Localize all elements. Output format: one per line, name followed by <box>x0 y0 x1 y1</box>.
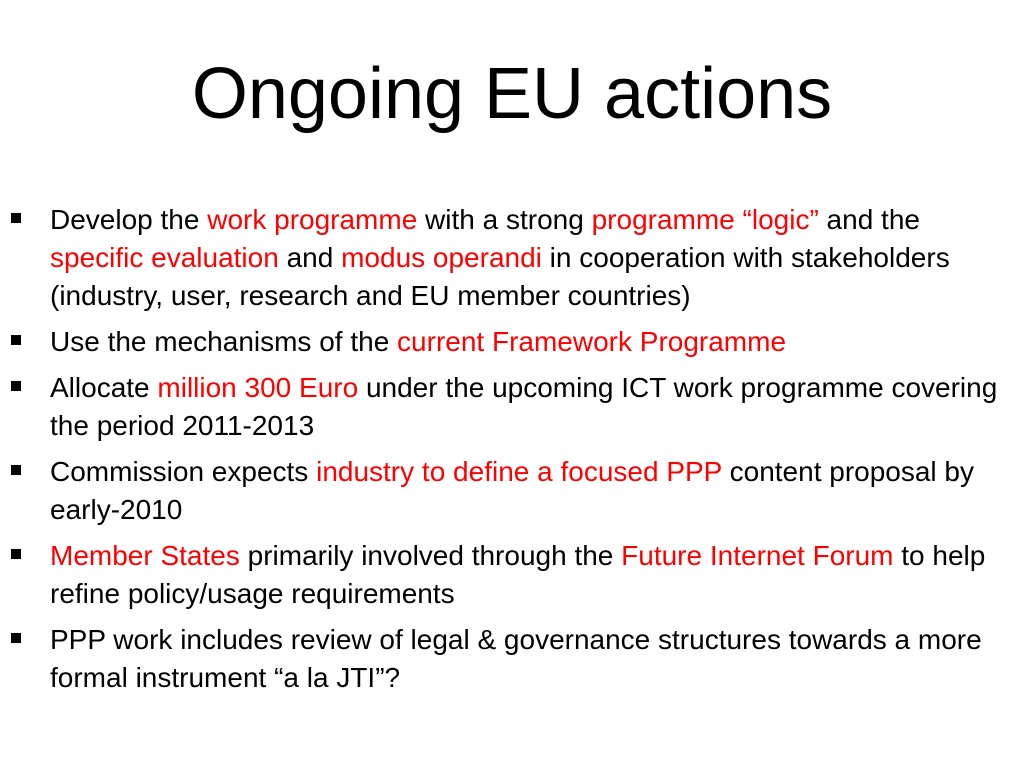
bullet-item <box>50 621 1000 697</box>
text-segment: content proposal by early-2010 <box>50 456 975 525</box>
text-segment: and the <box>818 204 920 235</box>
bullet-list <box>50 201 1000 705</box>
slide-title: Ongoing EU actions <box>191 54 833 134</box>
text-segment: in cooperation with stakeholders (industry, user, research and EU member countries) <box>50 242 950 311</box>
text-segment: Develop the <box>50 204 208 235</box>
bullet-item <box>50 323 1000 361</box>
bullet-text <box>50 204 950 311</box>
highlighted-text-segment: modus operandi <box>341 242 542 273</box>
text-segment: with a strong <box>417 204 592 235</box>
highlighted-text-segment: million 300 Euro <box>157 372 359 403</box>
highlighted-text-segment: current Framework Programme <box>397 326 787 357</box>
square-bullet-icon <box>11 201 27 239</box>
bullet-text <box>50 540 985 609</box>
bullet-text <box>50 624 982 693</box>
bullet-text <box>50 456 974 525</box>
text-segment: primarily involved through the <box>239 540 622 571</box>
text-segment: and <box>278 242 342 273</box>
bullet-text <box>50 326 786 357</box>
square-bullet-icon <box>11 323 27 361</box>
text-segment: Allocate <box>50 372 158 403</box>
highlighted-text-segment: industry to define a focused PPP <box>316 456 722 487</box>
highlighted-text-segment: Future Internet Forum <box>621 540 894 571</box>
highlighted-text-segment: Member States <box>50 540 240 571</box>
highlighted-text-segment: specific evaluation <box>50 242 279 273</box>
bullet-item <box>50 537 1000 613</box>
bullet-item <box>50 201 1000 315</box>
square-bullet-icon <box>11 537 27 575</box>
text-segment: Use the mechanisms of the <box>50 326 398 357</box>
square-bullet-icon <box>11 453 27 491</box>
bullet-text <box>50 372 997 441</box>
bullet-item <box>50 453 1000 529</box>
square-bullet-icon <box>11 621 27 659</box>
text-segment: to help refine policy/usage requirements <box>50 540 986 609</box>
square-bullet-icon <box>11 369 27 407</box>
highlighted-text-segment: work programme <box>207 204 418 235</box>
bullet-item <box>50 369 1000 445</box>
highlighted-text-segment: programme “logic” <box>591 204 819 235</box>
text-segment: PPP work includes review of legal & governance structures towards a more formal instrument “a la JTI”? <box>50 624 982 693</box>
text-segment: under the upcoming ICT work programme covering the period 2011-2013 <box>50 372 998 441</box>
text-segment: Commission expects <box>50 456 317 487</box>
